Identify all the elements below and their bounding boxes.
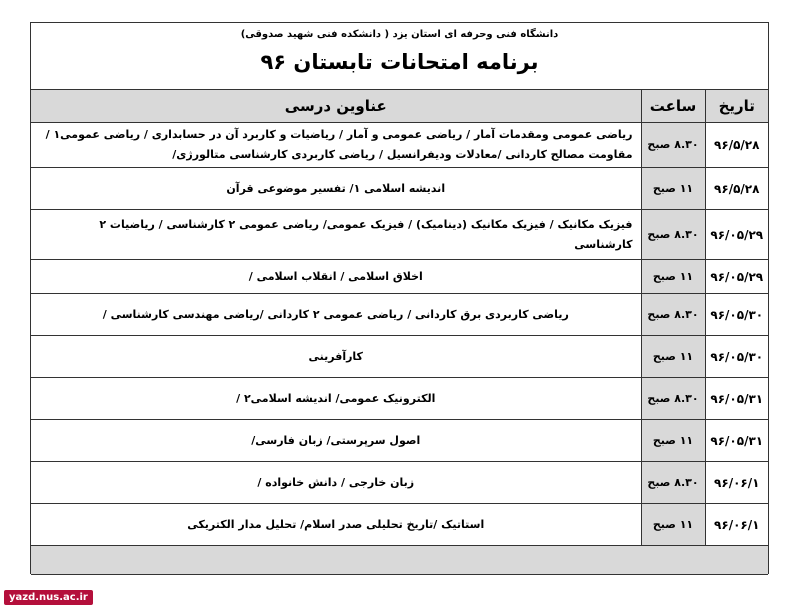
site-watermark: yazd.nus.ac.ir: [4, 590, 93, 605]
date-cell: ۹۶/۰۵/۳۱: [705, 378, 768, 420]
table-row: [31, 123, 768, 168]
date-cell: ۹۶/۰۵/۳۰: [705, 336, 768, 378]
university-name: دانشگاه فنی وحرفه ای استان یزد ( دانشکده فنی شهید صدوقی): [240, 29, 559, 40]
subjects-cell: ریاضی عمومی ومقدمات آمار / ریاضی عمومی و آمار / ریاضیات و کاربرد آن در حسابداری / ریاضی عمومی۱ / مقاومت مصالح کاردانی /معادلات ودیفرانسیل / ریاضی کاربردی کارشناسی متالورژی/: [31, 123, 641, 168]
table-row: [31, 504, 768, 546]
table-row: [31, 420, 768, 462]
subjects-cell: زبان خارجی / دانش خانواده /: [31, 462, 641, 504]
column-header-time: ساعت: [641, 90, 705, 123]
time-cell: ۱۱ صبح: [641, 504, 705, 546]
time-cell: ۱۱ صبح: [641, 336, 705, 378]
footer-cell: [31, 546, 768, 575]
date-cell: ۹۶/۰۵/۲۹: [705, 210, 768, 260]
table-row: [31, 378, 768, 420]
exam-schedule-sheet: [30, 22, 769, 574]
date-cell: ۹۶/۰۶/۱: [705, 504, 768, 546]
date-cell: ۹۶/۰۶/۱: [705, 462, 768, 504]
table-row: [31, 336, 768, 378]
subjects-cell: ریاضی کاربردی برق کاردانی / ریاضی عمومی ۲ کاردانی /ریاضی مهندسی کارشناسی /: [31, 294, 641, 336]
schedule-header: [31, 23, 768, 90]
time-cell: ۸.۳۰ صبح: [641, 294, 705, 336]
subjects-cell: الکترونیک عمومی/ اندیشه اسلامی۲ /: [31, 378, 641, 420]
subjects-cell: اخلاق اسلامی / انقلاب اسلامی /: [31, 260, 641, 294]
schedule-table: [31, 90, 768, 575]
table-row: [31, 210, 768, 260]
time-cell: ۱۱ صبح: [641, 420, 705, 462]
time-cell: ۱۱ صبح: [641, 168, 705, 210]
time-cell: ۸.۳۰ صبح: [641, 123, 705, 168]
date-cell: ۹۶/۵/۲۸: [705, 123, 768, 168]
column-header-subjects: عناوین درسی: [31, 90, 641, 123]
table-row: [31, 260, 768, 294]
table-row: [31, 294, 768, 336]
subjects-cell: فیزیک مکانیک / فیزیک مکانیک (دینامیک) / فیزیک عمومی/ ریاضی عمومی ۲ کارشناسی / ریاضیات ۲ کارشناسی: [31, 210, 641, 260]
time-cell: ۸.۳۰ صبح: [641, 462, 705, 504]
subjects-cell: اندیشه اسلامی ۱/ تفسیر موضوعی قرآن: [31, 168, 641, 210]
subjects-cell: اصول سرپرستی/ زبان فارسی/: [31, 420, 641, 462]
page-title: برنامه امتحانات تابستان ۹۶: [260, 50, 539, 74]
column-header-date: تاریخ: [705, 90, 768, 123]
time-cell: ۸.۳۰ صبح: [641, 210, 705, 260]
table-row: [31, 168, 768, 210]
table-header-row: [31, 90, 768, 123]
date-cell: ۹۶/۰۵/۳۱: [705, 420, 768, 462]
table-footer-row: [31, 546, 768, 575]
date-cell: ۹۶/۰۵/۳۰: [705, 294, 768, 336]
date-cell: ۹۶/۵/۲۸: [705, 168, 768, 210]
date-cell: ۹۶/۰۵/۲۹: [705, 260, 768, 294]
table-row: [31, 462, 768, 504]
subjects-cell: استاتیک /تاریخ تحلیلی صدر اسلام/ تحلیل مدار الکتریکی: [31, 504, 641, 546]
time-cell: ۱۱ صبح: [641, 260, 705, 294]
time-cell: ۸.۳۰ صبح: [641, 378, 705, 420]
subjects-cell: کارآفرینی: [31, 336, 641, 378]
